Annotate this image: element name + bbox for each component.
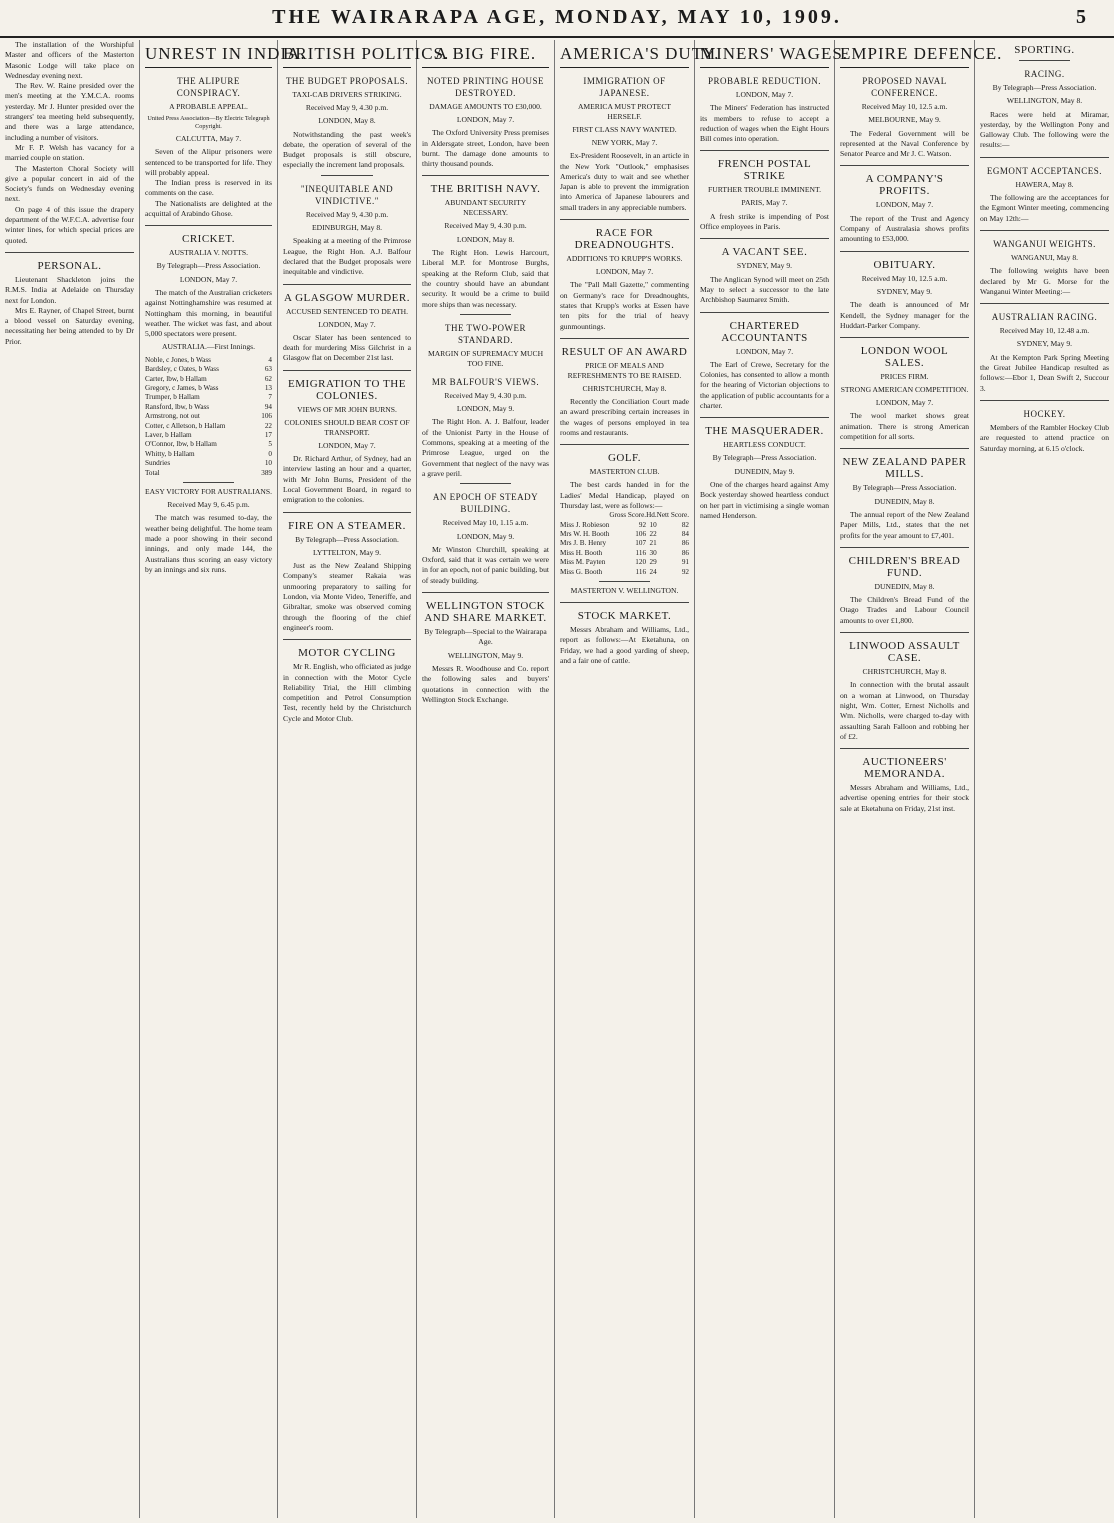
subhead-two-power: THE TWO-POWER STANDARD.	[444, 322, 527, 345]
golf-column-header: Nett Score.	[656, 511, 689, 520]
score-row	[145, 393, 272, 402]
subhead-competition: STRONG AMERICAN COMPETITION.	[840, 385, 969, 395]
subhead-emigration: VIEWS OF MR JOHN BURNS.	[297, 404, 397, 414]
golf-row	[560, 530, 689, 539]
subhead-taxi: TAXI-CAB DRIVERS STRIKING.	[292, 90, 402, 99]
dateline: WELLINGTON, May 8.	[1006, 96, 1083, 106]
dateline: WELLINGTON, May 9.	[447, 650, 524, 660]
dateline: LONDON, May 7.	[735, 90, 794, 99]
article-paragraph: Messrs Abraham and Williams, Ltd., advertise opening entries for their stock sale at Eketahuna on Friday, 21st inst.	[840, 783, 969, 813]
article-paragraph: Mr R. English, who officiated as judge in connection with the Motor Cycle Reliability Trial, the Hill climbing competition and Petrol Consumption Test, recently held by the Christchurch Cycle and Motor Club.	[283, 662, 411, 723]
batsman-runs: 389	[261, 468, 272, 477]
headline-egmont: EGMONT ACCEPTANCES.	[986, 165, 1103, 176]
golf-cell: 24	[649, 567, 657, 576]
article-paragraph: The Oxford University Press premises in Aldersgate street, London, have been burnt. The damage done amounts to thirty thousand pounds.	[422, 128, 549, 169]
article-paragraph: The match of the Australian cricketers against Nottinghamshire was resumed at Nottingham this morning, in beautiful weather. The wicket was fast, and about 5,000 spectators were present.	[145, 287, 272, 339]
score-row	[145, 412, 272, 421]
dateline: Received May 10, 1.15 a.m.	[442, 518, 529, 528]
golf-cell: Miss M. Payten	[560, 558, 606, 567]
article-paragraph: Ex-President Roosevelt, in an article in the New York "Outlook," emphasises America's duty to wait and see whether Japan is able to prevent the immigration into America of Japanese labourers and small traders in any appreciable numbers.	[560, 151, 689, 212]
headline-golf: GOLF.	[607, 452, 642, 465]
column-sporting	[975, 40, 1114, 1518]
divider	[321, 175, 372, 176]
divider	[460, 314, 511, 315]
golf-column-header: Hd.	[646, 511, 657, 520]
divider	[980, 400, 1109, 401]
dateline: CALCUTTA, May 7.	[175, 134, 242, 143]
local-paragraph: The Masterton Choral Society will give a popular concert in aid of the Society's funds on Wednesday evening next.	[5, 163, 134, 204]
golf-row	[560, 521, 689, 530]
golf-cell: 106	[635, 530, 647, 539]
golf-cell: Miss H. Booth	[560, 548, 603, 557]
headline-wanganui: WANGANUI WEIGHTS.	[993, 238, 1096, 249]
dateline: SYDNEY, May 9.	[876, 286, 933, 296]
headline-stock-market: STOCK MARKET.	[577, 610, 672, 623]
article-paragraph: Messrs Abraham and Williams, Ltd., report as follows:—At Eketahuna, on Friday, we had a good yarding of sheep, and a fair one of cattle.	[560, 625, 689, 665]
headline-dreadnoughts: RACE FOR DREADNOUGHTS.	[574, 227, 675, 252]
golf-cell: 107	[635, 539, 647, 548]
golf-cell: 92	[638, 520, 647, 529]
subhead-emigration-2: COLONIES SHOULD BEAR COST OF TRANSPORT.	[284, 417, 410, 437]
cricket-scorecard	[145, 356, 272, 478]
score-row	[145, 440, 272, 449]
dateline: LONDON, May 7.	[875, 398, 934, 408]
dateline: LONDON, May 7.	[595, 267, 654, 277]
dateline: LONDON, May 7.	[735, 346, 794, 356]
dateline: Received May 10, 12.48 a.m.	[999, 326, 1090, 336]
headline-award: RESULT OF AN AWARD	[561, 345, 688, 358]
subhead-damage: DAMAGE AMOUNTS TO £30,000.	[429, 102, 542, 111]
divider	[700, 312, 829, 313]
divider	[5, 252, 134, 253]
subhead-heartless: HEARTLESS CONDUCT.	[723, 440, 806, 450]
subhead-budget: THE BUDGET PROPOSALS.	[285, 76, 409, 86]
headline-chartered: CHARTERED ACCOUNTANTS	[721, 319, 808, 344]
article-paragraph: The Anglican Synod will meet on 25th May to select a successor to the late Archbishop Saumarez Smith.	[700, 274, 829, 305]
divider	[145, 225, 272, 226]
score-row	[145, 384, 272, 393]
dateline: DUNEDIN, May 9.	[734, 466, 795, 476]
golf-column-header: Gross Score.	[609, 511, 647, 520]
headline-wool-sales: LONDON WOOL SALES.	[860, 345, 949, 370]
credit-line: By Telegraph—Press Association.	[712, 453, 817, 463]
divider	[183, 482, 234, 483]
subhead-prices-firm: PRICES FIRM.	[880, 372, 929, 382]
article-paragraph: The match was resumed to-day, the weather being delightful. The home team made a poor showing in their second innings, and only made 144, the Australians thus scoring an easy victory by an innings and six runs.	[145, 513, 272, 574]
column-local-notes	[0, 40, 140, 1518]
article-paragraph: Notwithstanding the past week's debate, the operation of several of the Budget proposals is still obscure, especially the increment land proposals.	[283, 129, 411, 170]
local-paragraph: The Rev. W. Raine presided over the men's meeting at the Y.M.C.A. rooms yesterday. Mr J. Hunter presided over the strangers' tea meeting held subsequently, and there was a large attendance, including a number of visitors.	[5, 81, 134, 142]
golf-cell: 120	[635, 558, 647, 567]
dateline: Received May 9, 4.30 p.m.	[444, 221, 527, 231]
dateline: LONDON, May 8.	[318, 116, 376, 126]
headline-unrest-in-india: UNREST IN INDIA.	[145, 44, 272, 68]
batsman-name: Armstrong, not out	[145, 412, 200, 421]
golf-cell: 91	[681, 558, 689, 567]
divider	[700, 417, 829, 418]
dateline: Received May 9, 4.30 p.m.	[444, 390, 527, 400]
golf-cell: 30	[649, 548, 657, 557]
article-paragraph: The Miners' Federation has instructed its members to refuse to accept a reduction of wages when the Eight Hours Bill comes into operation.	[700, 103, 829, 144]
article-paragraph: Mr Winston Churchill, speaking at Oxford, said that it was certain we were in for an epoch, not of panic building, but of steady building.	[422, 544, 549, 585]
dateline: LONDON, May 8.	[456, 234, 515, 244]
golf-cell: Mrs W. H. Booth	[560, 530, 610, 539]
credit-line: By Telegraph—Press Association.	[852, 483, 957, 493]
article-paragraph: The annual report of the New Zealand Paper Mills, Ltd., states that the net profits for the year amount to £7,401.	[840, 509, 969, 540]
golf-cell: Mrs J. B. Henry	[560, 539, 607, 548]
divider	[840, 165, 969, 166]
headline-americas-duty: AMERICA'S DUTY.	[560, 44, 689, 68]
subhead-immigration: IMMIGRATION OF JAPANESE.	[583, 76, 666, 98]
headline-miners-wages: MINERS' WAGES.	[700, 44, 829, 68]
column-british-politics	[278, 40, 450, 1518]
headline-hockey: HOCKEY.	[1023, 408, 1066, 419]
divider	[560, 219, 689, 220]
dateline: LONDON, May 7.	[318, 440, 376, 450]
dateline: MELBOURNE, May 9.	[868, 115, 941, 125]
subhead-easy-victory: EASY VICTORY FOR AUSTRALIANS.	[145, 487, 273, 497]
article-paragraph: Members of the Rambler Hockey Club are requested to attend practice on Saturday morning, at 6.15 o'clock.	[980, 422, 1109, 453]
golf-cell: 116	[635, 567, 647, 576]
golf-row	[560, 558, 689, 567]
divider	[599, 581, 651, 582]
subhead-navy-wanted: FIRST CLASS NAVY WANTED.	[572, 125, 677, 134]
golf-cell: Miss J. Robieson	[560, 520, 610, 529]
dateline: Received May 9, 4.30 p.m.	[305, 209, 389, 219]
article-paragraph: Dr. Richard Arthur, of Sydney, had an interview lasting an hour and a quarter, with Mr John Burns, President of the Local Government Board, in regard to emigration to the colonies.	[283, 454, 411, 505]
subhead-naval-conference: PROPOSED NAVAL CONFERENCE.	[862, 76, 947, 98]
subhead-protect: AMERICA MUST PROTECT HERSELF.	[577, 102, 672, 121]
dateline: LONDON, May 9.	[456, 404, 515, 414]
article-paragraph: The following are the acceptances for the Egmont Winter meeting, commencing on May 12th:—	[980, 193, 1109, 223]
batsman-name: Gregory, c James, b Wass	[145, 383, 219, 392]
subhead-printing-house: NOTED PRINTING HOUSE DESTROYED.	[427, 76, 544, 98]
headline-motor-cycling: MOTOR CYCLING	[298, 647, 396, 660]
subhead-margin: MARGIN OF SUPREMACY MUCH TOO FINE.	[427, 348, 544, 368]
dateline: Received May 9, 4.30 p.m.	[305, 103, 389, 112]
score-row	[145, 431, 272, 440]
column-unrest-in-india	[140, 40, 306, 1518]
batsman-runs: 13	[264, 383, 272, 392]
subhead-epoch: AN EPOCH OF STEADY BUILDING.	[432, 492, 539, 515]
dateline: DUNEDIN, May 8.	[874, 496, 935, 506]
article-paragraph: The Federal Government will be represented at the Naval Conference by Senator Pearce and Mr J. C. Watson.	[840, 128, 969, 159]
golf-column-header	[560, 511, 609, 520]
golf-cell: 86	[681, 539, 689, 548]
article-paragraph: The death is announced of Mr Kendell, the Sydney manager for the Huddart-Parker Company.	[840, 300, 969, 330]
local-paragraph: On page 4 of this issue the drapery department of the W.F.C.A. advertise four winter lines, for which special prices are quoted.	[5, 204, 134, 245]
headline-fire-on-steamer: FIRE ON A STEAMER.	[288, 519, 406, 532]
subhead-glasgow: ACCUSED SENTENCED TO DEATH.	[285, 306, 409, 316]
article-paragraph: The Children's Bread Fund of the Otago Trades and Labour Council amounts to over £1,800.	[840, 595, 969, 625]
dateline: LONDON, May 7.	[875, 200, 934, 210]
article-paragraph: The Earl of Crewe, Secretary for the Colonies, has consented to allow a month for the hearing of Victorian objections to the application of public accountants for a charter.	[700, 359, 829, 411]
dateline: CHRISTCHURCH, May 8.	[862, 667, 947, 677]
golf-row	[560, 568, 689, 577]
batsman-name: Noble, c Jones, b Wass	[145, 355, 211, 364]
batsman-name: Ransford, lbw, b Wass	[145, 402, 210, 411]
golf-cell: 84	[681, 530, 689, 539]
subhead-meals: PRICE OF MEALS AND REFRESHMENTS TO BE RAISED.	[567, 360, 682, 380]
batsman-name: Carter, lbw, b Hallam	[145, 374, 207, 383]
dateline: PARIS, May 7.	[741, 198, 788, 208]
column-a-big-fire	[417, 40, 555, 1518]
article-paragraph: A fresh strike is impending of Post Office employees in Paris.	[700, 211, 829, 232]
batsman-name: Sundries	[145, 459, 171, 468]
subhead-racing: RACING.	[1024, 69, 1065, 79]
score-row	[145, 365, 272, 374]
golf-cell: 82	[681, 520, 689, 529]
divider	[980, 230, 1109, 231]
article-paragraph: Recently the Conciliation Court made an award prescribing certain increases in the wages of persons employed in tea rooms and restaurants.	[560, 397, 689, 438]
dateline: NEW YORK, May 7.	[591, 138, 658, 147]
batsman-runs: 63	[264, 365, 272, 374]
divider	[700, 150, 829, 151]
dateline: SYDNEY, May 9.	[736, 261, 793, 271]
headline-linwood: LINWOOD ASSAULT CASE.	[849, 640, 960, 665]
article-paragraph: The Right Hon. Lewis Harcourt, Liberal M.P. for Montrose Burghs, speaking at the Reform Club, said that the country should have an abundant security. It would be a crime to build more ships than was necessary.	[422, 248, 549, 309]
headline-emigration: EMIGRATION TO THE COLONIES.	[288, 377, 406, 402]
personal-heading: PERSONAL.	[37, 259, 102, 272]
score-row	[145, 375, 272, 384]
article-paragraph: Messrs R. Woodhouse and Co. report the following sales and buyers' quotations in connection with the Wellington Stock Exchange.	[422, 663, 549, 704]
page-number: 5	[1076, 6, 1086, 28]
divider	[422, 175, 549, 176]
golf-cell: 92	[681, 567, 689, 576]
golf-cell: 116	[635, 548, 647, 557]
column-miners-wages	[695, 40, 849, 1518]
batsman-runs: 0	[268, 449, 272, 458]
divider	[700, 238, 829, 239]
batsman-runs: 5	[268, 440, 272, 449]
golf-row	[560, 549, 689, 558]
headline-british-navy: THE BRITISH NAVY.	[430, 183, 541, 196]
credit-line: By Telegraph—Press Association.	[295, 534, 399, 544]
headline-vacant-see: A VACANT SEE.	[721, 246, 808, 259]
divider	[560, 602, 689, 603]
divider	[560, 338, 689, 339]
batsman-name: Cotter, c Alletson, b Hallam	[145, 421, 226, 430]
subhead-masterton-club: MASTERTON CLUB.	[589, 467, 660, 477]
credit-line: By Telegraph—Special to the Wairarapa Age.	[424, 627, 547, 647]
masthead-title: THE WAIRARAPA AGE, MONDAY, MAY 10, 1909.	[272, 6, 842, 28]
headline-bread-fund: CHILDREN'S BREAD FUND.	[848, 554, 961, 579]
dateline: CHRISTCHURCH, May 8.	[582, 383, 667, 393]
article-paragraph: In connection with the brutal assault on a woman at Linwood, on Thursday night, Wm. Cotter, Ernest Nicholls and Wm. Nicholls, were charged to-day with assaulting Sarah Falloon and robbing her of £2.	[840, 680, 969, 741]
local-paragraph: The installation of the Worshipful Master and officers of the Masterton Masonic Lodge will take place on Wednesday evening next.	[5, 40, 134, 80]
headline-glasgow-murder: A GLASGOW MURDER.	[284, 291, 410, 304]
subhead-inequitable: "INEQUITABLE AND VINDICTIVE."	[300, 183, 394, 206]
divider	[840, 251, 969, 252]
column-empire-defence	[835, 40, 1003, 1518]
dateline: Received May 10, 12.5 a.m.	[861, 102, 948, 111]
divider	[840, 448, 969, 449]
dateline: DUNEDIN, May 8.	[874, 581, 935, 591]
batsman-name: Laver, b Hallam	[145, 431, 192, 439]
divider	[840, 632, 969, 633]
divider	[283, 284, 411, 285]
subhead-navy: ABUNDANT SECURITY NECESSARY.	[444, 198, 527, 218]
headline-stock-share: WELLINGTON STOCK AND SHARE MARKET.	[424, 600, 547, 625]
article-paragraph: One of the charges heard against Amy Bock yesterday showed heartless conduct on her part in victimising a single woman named Henderson.	[700, 479, 829, 520]
article-paragraph: The following weights have been declared by Mr G. Morse for the Wanganui Winter Meeting:—	[980, 266, 1109, 296]
headline-french-postal: FRENCH POSTAL STRIKE	[717, 158, 812, 183]
score-row	[145, 422, 272, 431]
column-americas-duty	[555, 40, 720, 1518]
dateline: LONDON, May 7.	[318, 319, 376, 329]
headline-british-politics: BRITISH POLITICS.	[283, 44, 411, 68]
divider	[980, 157, 1109, 158]
batsman-name: Whitty, b Hallam	[145, 449, 195, 458]
golf-results-table	[560, 511, 689, 577]
golf-cell: 21	[649, 539, 657, 548]
batsman-runs: 4	[268, 355, 272, 364]
golf-cell: 29	[649, 558, 657, 567]
dateline: LONDON, May 7.	[456, 115, 515, 124]
article-paragraph: The Right Hon. A. J. Balfour, leader of the Unionist Party in the House of Commons, speaking at a meeting of the Primrose League, urged on the Government that neglect of the navy was a grave peril.	[422, 417, 549, 478]
personal-paragraph: Lieutenant Shackleton joins the R.M.S. India at Adelaide on Thursday next for London.	[5, 274, 134, 305]
golf-cell: 86	[681, 548, 689, 557]
divider	[840, 337, 969, 338]
batsman-name: O'Connor, lbw, b Hallam	[145, 440, 217, 449]
article-paragraph: Oscar Slater has been sentenced to death for murdering Miss Gilchrist in a Glasgow flat on December 21st last.	[283, 332, 411, 363]
headline-company-profits: A COMPANY'S PROFITS.	[865, 173, 944, 198]
subhead-cricket: AUSTRALIA V. NOTTS.	[168, 248, 249, 258]
divider	[560, 444, 689, 445]
article-paragraph: Races were held at Miramar, yesterday, by the Wellington Pony and Galloway Club. The following were the results:—	[980, 109, 1109, 150]
divider	[840, 748, 969, 749]
article-paragraph: The report of the Trust and Agency Company of Australasia shows profits amounting to £53,000.	[840, 213, 969, 244]
article-paragraph: The wool market shows great animation. There is strong American competition for all sorts.	[840, 411, 969, 442]
score-row	[145, 356, 272, 365]
headline-australian-racing: AUSTRALIAN RACING.	[991, 312, 1098, 323]
subhead-alipure: THE ALIPURE CONSPIRACY.	[176, 76, 241, 98]
headline-sporting: SPORTING.	[1014, 44, 1075, 56]
score-row	[145, 403, 272, 412]
dateline: SYDNEY, May 9.	[1016, 339, 1073, 349]
divider	[283, 639, 411, 640]
divider	[1019, 60, 1071, 61]
article-paragraph: The Nationalists are delighted at the acquittal of Arabindo Ghose.	[145, 198, 272, 219]
article-paragraph: Speaking at a meeting of the Primrose League, the Right Hon. A.J. Balfour declared that the Budget proposals were inequitable and vindictive.	[283, 236, 411, 277]
headline-cricket: CRICKET.	[182, 233, 235, 246]
score-row	[145, 469, 272, 478]
headline-a-big-fire: A BIG FIRE.	[422, 44, 549, 68]
subhead-balfour: MR BALFOUR'S VIEWS.	[431, 376, 540, 387]
batsman-runs: 62	[264, 374, 272, 383]
subhead-trouble: FURTHER TROUBLE IMMINENT.	[708, 185, 821, 195]
batsman-runs: 10	[264, 459, 272, 468]
golf-row	[560, 539, 689, 548]
article-paragraph: The "Pall Mall Gazette," commenting on Germany's race for Dreadnoughts, states that Krupp's works at Essen have ten pits for the trial of heavy gunmountings.	[560, 280, 689, 331]
credit-line: By Telegraph—Press Association.	[156, 261, 261, 271]
headline-auctioneers: AUCTIONEERS' MEMORANDA.	[862, 756, 947, 781]
golf-cell: 22	[649, 530, 657, 539]
scores-title: AUSTRALIA.—First Innings.	[161, 342, 256, 352]
headline-obituary: OBITUARY.	[873, 258, 936, 271]
credit-line: United Press Association—By Electric Telegraph Copyright.	[147, 115, 270, 130]
dateline: Received May 10, 12.5 a.m.	[861, 273, 948, 283]
dateline: WANGANUI, May 8.	[1010, 252, 1079, 262]
headline-empire-defence: EMPIRE DEFENCE.	[840, 44, 969, 68]
article-paragraph: The best cards handed in for the Ladies' Medal Handicap, played on Thursday last, were as follows:—	[560, 480, 689, 510]
subhead-appeal: A PROBABLE APPEAL.	[169, 102, 248, 111]
batsman-runs: 106	[261, 412, 272, 421]
batsman-runs: 22	[264, 421, 272, 430]
dateline: Received May 9, 6.45 p.m.	[167, 500, 250, 510]
batsman-runs: 17	[264, 431, 272, 439]
subhead-krupp: ADDITIONS TO KRUPP'S WORKS.	[566, 254, 683, 264]
divider	[283, 512, 411, 513]
article-paragraph: The Indian press is reserved in its comments on the case.	[145, 178, 272, 198]
dateline: HAWERA, May 8.	[1015, 179, 1074, 189]
divider	[840, 547, 969, 548]
subhead-masterton-v-wellington: MASTERTON V. WELLINGTON.	[570, 586, 679, 596]
score-row	[145, 450, 272, 459]
score-row	[145, 459, 272, 468]
credit-line: By Telegraph—Press Association.	[992, 83, 1097, 92]
golf-cell: Miss G. Booth	[560, 567, 603, 576]
batsman-name: Total	[145, 468, 160, 477]
batsman-runs: 7	[268, 393, 272, 402]
subhead-reduction: PROBABLE REDUCTION.	[707, 76, 821, 86]
dateline: LONDON, May 9.	[456, 531, 515, 541]
article-paragraph: Just as the New Zealand Shipping Company's steamer Rakaia was unmooring preparatory to sailing for London, via Monte Video, Teneriffe, and Gibraltar, smoke was observed coming through the flooring of the chief engineer's room.	[283, 561, 411, 632]
divider	[283, 370, 411, 371]
divider	[422, 592, 549, 593]
headline-masquerader: THE MASQUERADER.	[705, 425, 824, 438]
dateline: EDINBURGH, May 8.	[311, 223, 383, 233]
batsman-name: Trumper, b Hallam	[145, 393, 200, 402]
dateline: LONDON, May 7.	[179, 274, 238, 284]
golf-cell: 10	[649, 520, 657, 529]
divider	[980, 303, 1109, 304]
dateline: LYTTELTON, May 9.	[313, 547, 381, 557]
local-paragraph: Mr F. P. Welsh has vacancy for a married couple on station.	[5, 142, 134, 163]
article-paragraph: At the Kempton Park Spring Meeting the Great Jubilee Handicap resulted as follows:—Ebor 1, Dean Swift 2, Succour 3.	[980, 352, 1109, 393]
personal-paragraph: Mrs E. Rayner, of Chapel Street, burnt a blood vessel on Saturday evening, necessitating her being attended to by Dr Prior.	[5, 305, 134, 346]
headline-paper-mills: NEW ZEALAND PAPER MILLS.	[842, 456, 967, 481]
article-paragraph: Seven of the Alipur prisoners were sentenced to be transported for life. They will probably appeal.	[145, 147, 272, 177]
masthead	[0, 0, 1114, 38]
batsman-runs: 94	[264, 402, 272, 411]
divider	[460, 483, 511, 484]
batsman-name: Bardsley, c Oates, b Wass	[145, 365, 219, 374]
